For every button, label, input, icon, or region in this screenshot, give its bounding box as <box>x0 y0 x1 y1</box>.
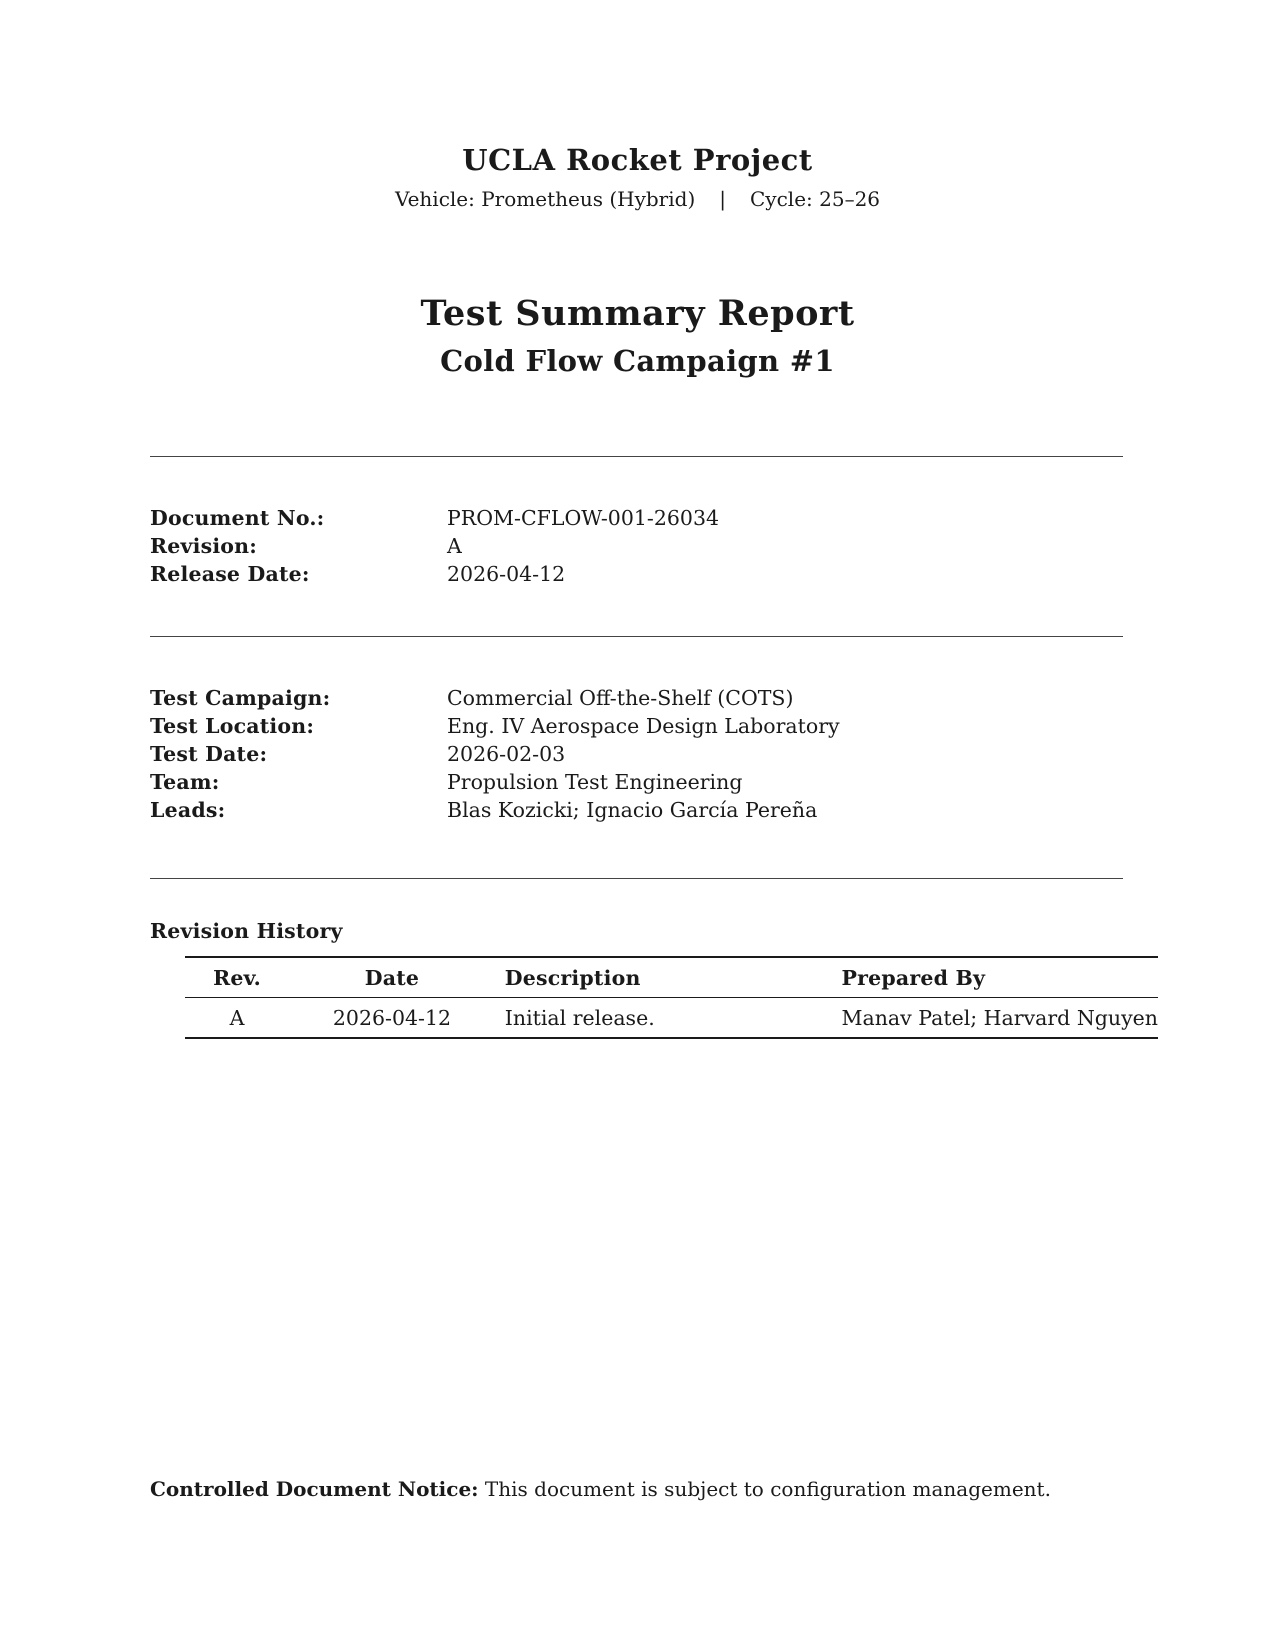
release-date-label: Release Date: <box>150 562 310 586</box>
revision-history-table <box>185 956 1158 1039</box>
release-date-value: 2026-04-12 <box>447 562 566 586</box>
leads-value: Blas Kozicki; Ignacio García Pereña <box>447 798 818 822</box>
revision-history-heading: Revision History <box>150 919 343 943</box>
divider-2 <box>150 636 1123 637</box>
test-date-row <box>150 740 1123 768</box>
table-row <box>185 998 1158 1039</box>
team-label: Team: <box>150 770 220 794</box>
cycle-text: Cycle: 25–26 <box>750 187 881 211</box>
column-header-date: Date <box>289 957 495 998</box>
cell-prepared-by: Manav Patel; Harvard Nguyen <box>842 998 1159 1039</box>
revision-value: A <box>447 534 462 558</box>
divider-3 <box>150 878 1123 879</box>
test-campaign-value: Commercial Off-the-Shelf (COTS) <box>447 686 794 710</box>
divider-1 <box>150 456 1123 457</box>
test-campaign-label: Test Campaign: <box>150 686 331 710</box>
header-separator: | <box>719 187 726 211</box>
document-number-value: PROM-CFLOW-001-26034 <box>447 506 720 530</box>
team-value: Propulsion Test Engineering <box>447 770 743 794</box>
document-info-block <box>150 504 1123 588</box>
report-title: Test Summary Report <box>420 293 855 334</box>
test-date-label: Test Date: <box>150 742 268 766</box>
leads-label: Leads: <box>150 798 226 822</box>
vehicle-cycle-line <box>0 187 1275 211</box>
table-header-row <box>185 957 1158 998</box>
revision-row <box>150 532 1123 560</box>
notice-text: This document is subject to configuration management. <box>484 1477 1051 1501</box>
test-location-label: Test Location: <box>150 714 315 738</box>
leads-row <box>150 796 1123 824</box>
report-subtitle: Cold Flow Campaign #1 <box>440 344 835 378</box>
document-number-label: Document No.: <box>150 506 325 530</box>
column-header-description: Description <box>495 957 842 998</box>
document-number-row <box>150 504 1123 532</box>
vehicle-text: Vehicle: Prometheus (Hybrid) <box>394 187 696 211</box>
cell-description: Initial release. <box>495 998 842 1039</box>
test-date-value: 2026-02-03 <box>447 742 566 766</box>
test-campaign-row <box>150 684 1123 712</box>
test-info-block <box>150 684 1123 824</box>
column-header-prepared-by: Prepared By <box>842 957 1159 998</box>
cell-date: 2026-04-12 <box>289 998 495 1039</box>
cell-rev: A <box>185 998 289 1039</box>
release-date-row <box>150 560 1123 588</box>
team-row <box>150 768 1123 796</box>
controlled-document-notice <box>150 1477 1051 1501</box>
revision-label: Revision: <box>150 534 258 558</box>
test-location-value: Eng. IV Aerospace Design Laboratory <box>447 714 840 738</box>
column-header-rev: Rev. <box>185 957 289 998</box>
organization-title: UCLA Rocket Project <box>462 143 813 177</box>
test-location-row <box>150 712 1123 740</box>
notice-label: Controlled Document Notice: <box>150 1477 479 1501</box>
